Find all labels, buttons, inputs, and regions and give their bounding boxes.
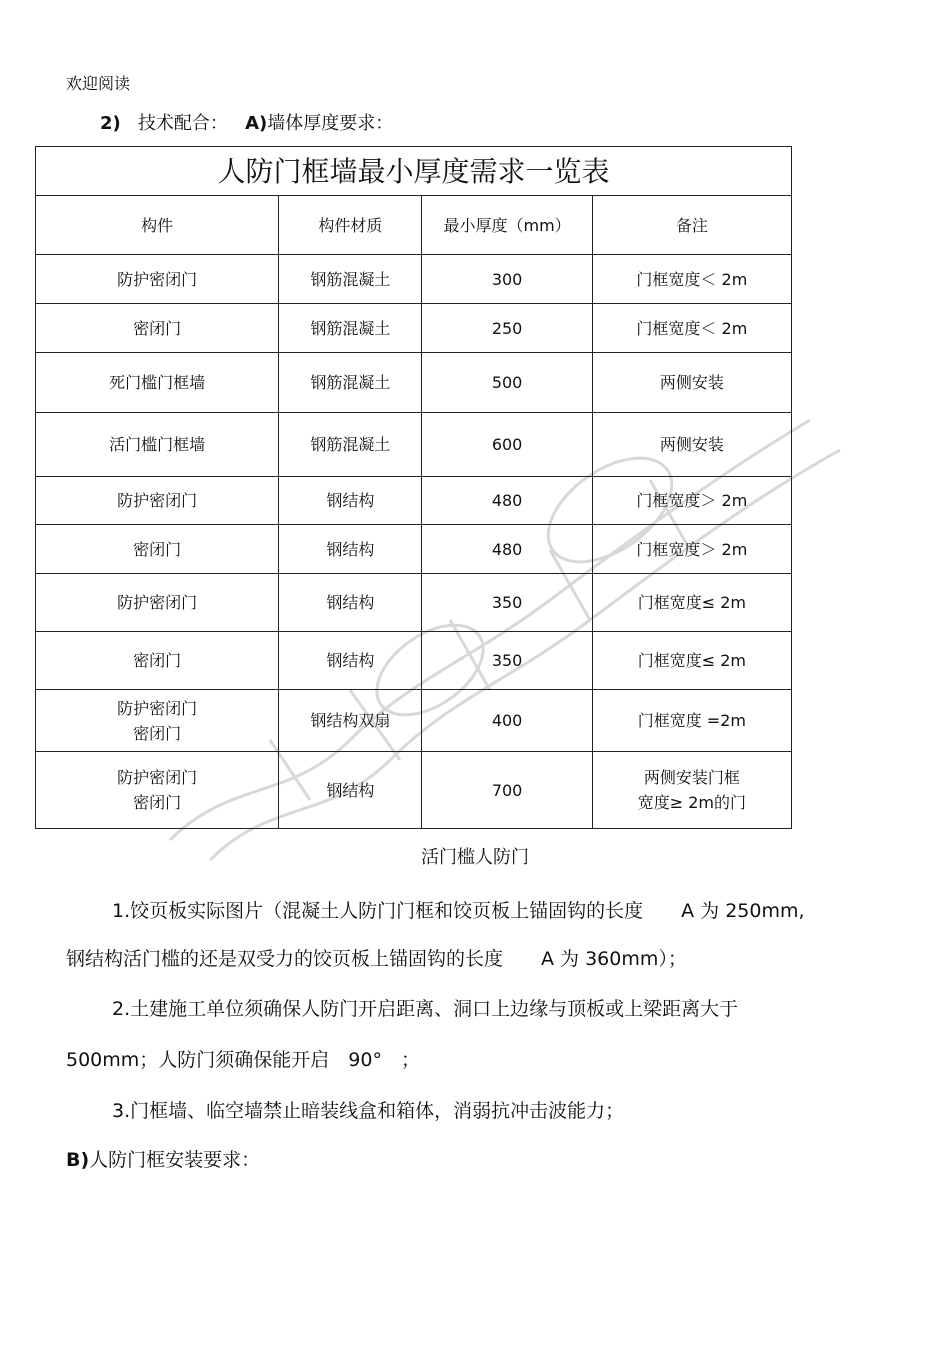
table-row	[36, 304, 792, 353]
section-number: 2)	[100, 113, 121, 134]
section-heading	[100, 109, 393, 135]
component-cell: 防护密闭门	[36, 477, 279, 525]
table-row	[36, 752, 792, 829]
section-label: 技术配合：	[137, 113, 228, 134]
component-cell	[36, 690, 279, 752]
table-caption: 活门槛人防门	[421, 847, 529, 868]
header-cell: 构件材质	[279, 196, 422, 255]
component-cell: 防护密闭门	[36, 574, 279, 632]
remark-cell: 两侧安装	[592, 353, 791, 413]
paragraph-1-line-1: 1.饺页板实际图片（混凝土人防门门框和饺页板上锚固钩的长度 A 为 250mm,	[112, 900, 805, 922]
table-row	[36, 255, 792, 304]
component-cell: 密闭门	[36, 632, 279, 690]
paragraph-2-line-1: 2.土建施工单位须确保人防门开启距离、洞口上边缘与顶板或上梁距离大于	[112, 998, 739, 1020]
header-note: 欢迎阅读	[66, 74, 131, 93]
material-cell: 钢结构	[279, 574, 422, 632]
paragraph-1-line-2: 钢结构活门槛的还是双受力的饺页板上锚固钩的长度 A 为 360mm）；	[66, 948, 687, 970]
component-cell: 活门槛门框墙	[36, 413, 279, 477]
remark-cell: 门框宽度≤ 2m	[592, 632, 791, 690]
table-row	[36, 525, 792, 574]
section-b-label: 人防门框安装要求：	[89, 1149, 261, 1171]
component-cell	[36, 752, 279, 829]
remark-line: 两侧安装门框	[643, 768, 740, 787]
remark-cell	[592, 752, 791, 829]
header-cell: 备注	[592, 196, 791, 255]
subsection-number: A)	[245, 113, 268, 134]
subsection-label: 墙体厚度要求：	[267, 113, 394, 134]
material-cell: 钢筋混凝土	[279, 353, 422, 413]
thickness-cell: 480	[422, 525, 592, 574]
component-line: 密闭门	[133, 723, 182, 743]
remark-cell: 门框宽度＞ 2m	[592, 477, 791, 525]
table-row	[36, 632, 792, 690]
component-cell: 死门槛门框墙	[36, 353, 279, 413]
remark-cell: 门框宽度 =2m	[592, 690, 791, 752]
material-cell: 钢结构	[279, 632, 422, 690]
remark-cell: 门框宽度＜ 2m	[592, 304, 791, 353]
remark-cell: 门框宽度＜ 2m	[592, 255, 791, 304]
component-line: 防护密闭门	[117, 698, 198, 718]
thickness-cell: 500	[422, 353, 592, 413]
thickness-cell: 400	[422, 690, 592, 752]
table-row	[36, 353, 792, 413]
component-line: 防护密闭门	[117, 768, 198, 787]
table-row	[36, 413, 792, 477]
thickness-cell: 350	[422, 632, 592, 690]
material-cell: 钢结构	[279, 477, 422, 525]
paragraph-3: 3.门框墙、临空墙禁止暗装线盒和箱体，消弱抗冲击波能力；	[112, 1100, 625, 1122]
header-cell: 最小厚度（mm）	[422, 196, 592, 255]
thickness-cell: 600	[422, 413, 592, 477]
component-line: 密闭门	[133, 793, 182, 812]
thickness-table	[35, 146, 792, 829]
remark-cell: 门框宽度＞ 2m	[592, 525, 791, 574]
component-cell: 密闭门	[36, 304, 279, 353]
thickness-cell: 250	[422, 304, 592, 353]
material-cell: 钢结构	[279, 752, 422, 829]
material-cell: 钢筋混凝土	[279, 413, 422, 477]
material-cell: 钢筋混凝土	[279, 304, 422, 353]
table-row	[36, 690, 792, 752]
section-b-heading	[66, 1145, 260, 1172]
remark-cell: 两侧安装	[592, 413, 791, 477]
table-row	[36, 574, 792, 632]
remark-cell: 门框宽度≤ 2m	[592, 574, 791, 632]
thickness-cell: 700	[422, 752, 592, 829]
thickness-cell: 350	[422, 574, 592, 632]
material-cell: 钢结构双扇	[279, 690, 422, 752]
section-b-number: B)	[66, 1149, 90, 1171]
component-cell: 防护密闭门	[36, 255, 279, 304]
remark-line: 宽度≥ 2m的门	[637, 793, 746, 812]
header-cell: 构件	[36, 196, 279, 255]
thickness-cell: 480	[422, 477, 592, 525]
thickness-cell: 300	[422, 255, 592, 304]
table-title: 人防门框墙最小厚度需求一览表	[36, 147, 792, 196]
table-header-row	[36, 196, 792, 255]
table-row	[36, 477, 792, 525]
material-cell: 钢结构	[279, 525, 422, 574]
material-cell: 钢筋混凝土	[279, 255, 422, 304]
paragraph-2-line-2: 500mm；人防门须确保能开启 90° ；	[66, 1049, 420, 1071]
component-cell: 密闭门	[36, 525, 279, 574]
